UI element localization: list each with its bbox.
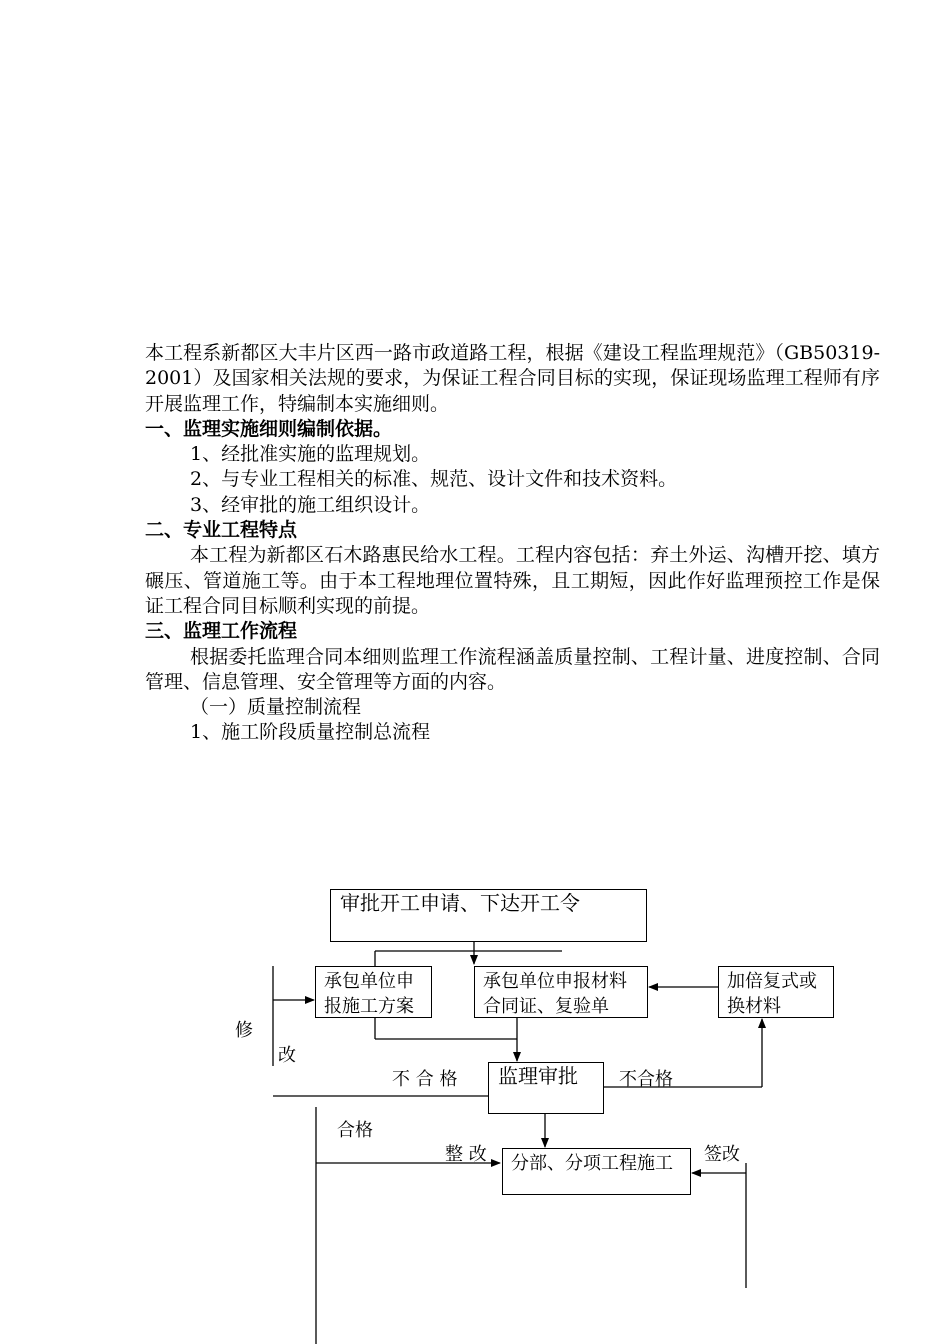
label-rectify: 整 改 <box>445 1144 487 1165</box>
section1-title: 一、监理实施细则编制依据。 <box>145 417 393 440</box>
label-fail-left: 不 合 格 <box>392 1069 458 1090</box>
box-submit-material: 承包单位申报材料合同证、复验单 <box>474 966 648 1018</box>
label-fail-right: 不合格 <box>619 1069 673 1090</box>
section3-sub2: 1、施工阶段质量控制总流程 <box>190 721 431 744</box>
box-construction: 分部、分项工程施工 <box>502 1148 691 1195</box>
box-supervision-review: 监理审批 <box>488 1062 604 1114</box>
section1-item-1: 1、经批准实施的监理规划。 <box>190 443 431 466</box>
label-pass: 合格 <box>337 1120 373 1141</box>
box-start-approval: 审批开工申请、下达开工令 <box>330 889 647 942</box>
box-retest-material: 加倍复式或换材料 <box>718 966 834 1018</box>
label-gai: 改 <box>278 1045 296 1066</box>
section2-body: 本工程为新都区石木路惠民给水工程。工程内容包括：弃土外运、沟槽开挖、填方碾压、管道施工等。由于本工程地理位置特殊，且工期短，因此作好监理预控工作是保证工程合同目标顺利实现的前提。 <box>145 544 880 617</box>
section3-title: 三、监理工作流程 <box>145 620 298 643</box>
section1-item-3: 3、经审批的施工组织设计。 <box>190 493 431 516</box>
box-submit-plan: 承包单位申报施工方案 <box>315 966 432 1018</box>
intro-paragraph: 本工程系新都区大丰片区西一路市政道路工程，根据《建设工程监理规范》（GB50319-2001）及国家相关法规的要求，为保证工程合同目标的实现，保证现场监理工程师有序开展监理工作，特编制本实施细则。 <box>145 342 880 415</box>
section1-item-2: 2、与专业工程相关的标准、规范、设计文件和技术资料。 <box>190 468 678 491</box>
section3-sub1: （一）质量控制流程 <box>190 696 362 719</box>
section3-body: 根据委托监理合同本细则监理工作流程涵盖质量控制、工程计量、进度控制、合同管理、信息管理、安全管理等方面的内容。 <box>145 645 880 693</box>
label-sign-change: 签改 <box>704 1144 740 1165</box>
section2-title: 二、专业工程特点 <box>145 519 298 542</box>
label-xiu: 修 <box>235 1020 253 1041</box>
